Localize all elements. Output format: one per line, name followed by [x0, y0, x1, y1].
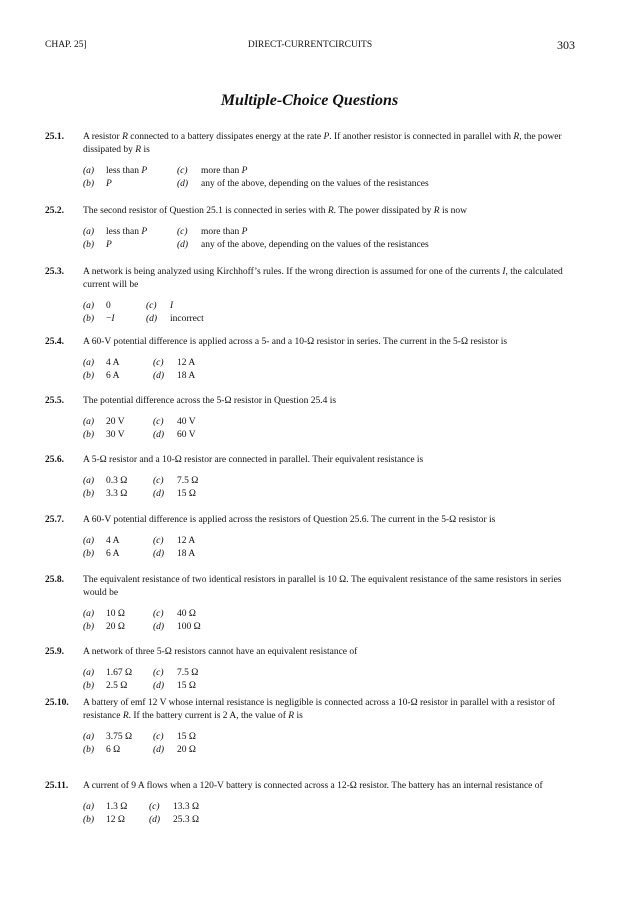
option-text: 4 A — [106, 536, 120, 546]
option-text: more than P — [201, 166, 248, 176]
option-text: I — [170, 301, 174, 311]
option-letter: (b) — [83, 430, 95, 440]
question-text: The potential difference across the 5-Ω resistor in Question 25.4 is — [83, 396, 337, 406]
option-text: 1.3 Ω — [106, 802, 128, 812]
option-text: 15 Ω — [177, 489, 196, 499]
option-row — [83, 357, 619, 370]
option-text: 13.3 Ω — [173, 802, 200, 812]
question-text: A 5-Ω resistor and a 10-Ω resistor are connected in parallel. Their equivalent resistance is — [83, 455, 424, 465]
question-number: 25.9. — [45, 647, 64, 657]
question-text: A network of three 5-Ω resistors cannot have an equivalent resistance of — [83, 647, 358, 657]
answer-options — [83, 608, 619, 634]
question-number: 25.5. — [45, 396, 64, 406]
question — [0, 574, 619, 634]
option-row — [83, 239, 619, 252]
option-letter: (a) — [83, 358, 95, 368]
option-text: 12 A — [177, 358, 196, 368]
option-letter: (d) — [177, 240, 189, 250]
question-number: 25.2. — [45, 206, 64, 216]
option-letter: (b) — [83, 549, 95, 559]
option-letter: (a) — [83, 227, 95, 237]
option-text: any of the above, depending on the values of the resistances — [201, 179, 429, 189]
option-text: 100 Ω — [177, 622, 201, 632]
question — [0, 646, 619, 693]
option-text: 40 V — [177, 417, 196, 427]
question — [0, 780, 619, 827]
option-letter: (b) — [83, 489, 95, 499]
question-number: 25.1. — [45, 132, 64, 142]
question-number: 25.11. — [45, 781, 69, 791]
option-text: 6 Ω — [106, 745, 121, 755]
option-letter: (b) — [83, 745, 95, 755]
option-letter: (c) — [177, 227, 188, 237]
option-letter: (a) — [83, 417, 95, 427]
option-text: 15 Ω — [177, 681, 196, 691]
option-text: 30 V — [106, 430, 125, 440]
option-text: 20 Ω — [106, 622, 125, 632]
option-text: 3.3 Ω — [106, 489, 128, 499]
option-row — [83, 667, 619, 680]
option-letter: (a) — [83, 301, 95, 311]
option-letter: (d) — [149, 815, 161, 825]
option-row — [83, 429, 619, 442]
option-letter: (a) — [83, 609, 95, 619]
question-text: A 60-V potential difference is applied across the resistors of Question 25.6. The current in the 5-Ω resistor is — [83, 515, 496, 525]
option-text: less than P — [106, 227, 148, 237]
question — [0, 266, 619, 326]
question-number: 25.6. — [45, 455, 64, 465]
option-text: −I — [106, 314, 115, 324]
option-letter: (c) — [149, 802, 160, 812]
answer-options — [83, 300, 619, 326]
answer-options — [83, 667, 619, 693]
option-text: 0 — [106, 301, 111, 311]
option-row — [83, 548, 619, 561]
option-letter: (d) — [153, 681, 165, 691]
answer-options — [83, 226, 619, 252]
option-letter: (d) — [153, 622, 165, 632]
option-letter: (a) — [83, 536, 95, 546]
option-letter: (a) — [83, 166, 95, 176]
option-text: 18 A — [177, 371, 196, 381]
question-text: A resistor R connected to a battery dissipates energy at the rate P. If another resistor is connected in parallel with R, the power dissipated by R is — [83, 132, 562, 155]
option-letter: (b) — [83, 681, 95, 691]
option-row — [83, 744, 619, 757]
option-row — [83, 370, 619, 383]
option-text: 20 Ω — [177, 745, 196, 755]
option-text: less than P — [106, 166, 148, 176]
option-row — [83, 621, 619, 634]
running-header — [45, 40, 575, 56]
answer-options — [83, 801, 619, 827]
question-number: 25.4. — [45, 337, 64, 347]
page-title: Multiple-Choice Questions — [220, 92, 399, 109]
option-row — [83, 801, 619, 814]
question-number: 25.8. — [45, 575, 64, 585]
option-letter: (a) — [83, 802, 95, 812]
option-letter: (c) — [177, 166, 188, 176]
option-letter: (a) — [83, 668, 95, 678]
option-text: any of the above, depending on the values of the resistances — [201, 240, 429, 250]
option-letter: (c) — [153, 476, 164, 486]
option-letter: (b) — [83, 815, 95, 825]
question — [0, 454, 619, 501]
option-row — [83, 178, 619, 191]
option-text: 40 Ω — [177, 609, 196, 619]
option-letter: (d) — [153, 371, 165, 381]
answer-options — [83, 731, 619, 757]
option-text: 6 A — [106, 549, 120, 559]
option-letter: (c) — [153, 358, 164, 368]
option-letter: (c) — [153, 668, 164, 678]
option-text: 1.67 Ω — [106, 668, 133, 678]
option-row — [83, 416, 619, 429]
option-text: 20 V — [106, 417, 125, 427]
option-text: 25.3 Ω — [173, 815, 200, 825]
option-row — [83, 608, 619, 621]
option-row — [83, 814, 619, 827]
option-letter: (c) — [153, 732, 164, 742]
question — [0, 336, 619, 383]
option-letter: (a) — [83, 476, 95, 486]
option-row — [83, 488, 619, 501]
option-letter: (d) — [177, 179, 189, 189]
option-letter: (b) — [83, 179, 95, 189]
option-letter: (c) — [146, 301, 157, 311]
option-letter: (b) — [83, 371, 95, 381]
option-row — [83, 535, 619, 548]
question-number: 25.3. — [45, 267, 64, 277]
question-text: The equivalent resistance of two identical resistors in parallel is 10 Ω. The equivalent resistance of the same resistors in series would be — [83, 575, 562, 598]
option-text: 4 A — [106, 358, 120, 368]
option-text: 7.5 Ω — [177, 476, 199, 486]
option-row — [83, 680, 619, 693]
question-text: A battery of emf 12 V whose internal resistance is negligible is connected across a 10-Ω resistor in parallel with a resistor of resistance R. If the battery current is 2 A, the value of R is — [83, 698, 556, 721]
option-text: 6 A — [106, 371, 120, 381]
option-row — [83, 165, 619, 178]
option-letter: (c) — [153, 536, 164, 546]
option-text: 7.5 Ω — [177, 668, 199, 678]
answer-options — [83, 475, 619, 501]
answer-options — [83, 357, 619, 383]
option-text: 15 Ω — [177, 732, 196, 742]
option-text: P — [106, 240, 112, 250]
option-letter: (d) — [153, 549, 165, 559]
question — [0, 205, 619, 252]
option-letter: (c) — [153, 609, 164, 619]
option-text: 12 A — [177, 536, 196, 546]
option-text: 12 Ω — [106, 815, 125, 825]
question-text: A current of 9 A flows when a 120-V battery is connected across a 12-Ω resistor. The battery has an internal resistance of — [83, 781, 543, 791]
option-row — [83, 313, 619, 326]
option-letter: (b) — [83, 314, 95, 324]
option-letter: (d) — [146, 314, 158, 324]
question-number: 25.7. — [45, 515, 64, 525]
question — [0, 697, 619, 757]
option-row — [83, 731, 619, 744]
option-text: 10 Ω — [106, 609, 125, 619]
option-letter: (c) — [153, 417, 164, 427]
option-text: incorrect — [170, 314, 204, 324]
option-text: 3.75 Ω — [106, 732, 133, 742]
section-title: DIRECT-CURRENTCIRCUITS — [247, 40, 373, 50]
answer-options — [83, 416, 619, 442]
chapter-label: CHAP. 25] — [45, 40, 87, 50]
option-text: 0.3 Ω — [106, 476, 128, 486]
answer-options — [83, 535, 619, 561]
page-number: 303 — [557, 38, 575, 52]
option-letter: (b) — [83, 240, 95, 250]
option-row — [83, 226, 619, 239]
question — [0, 131, 619, 191]
question-text: A 60-V potential difference is applied across a 5- and a 10-Ω resistor in series. The current in the 5-Ω resistor is — [83, 337, 508, 347]
answer-options — [83, 165, 619, 191]
question — [0, 395, 619, 442]
option-text: 60 V — [177, 430, 196, 440]
question-text: A network is being analyzed using Kirchhoff’s rules. If the wrong direction is assumed for one of the currents I, the calculated current will be — [83, 267, 563, 290]
option-row — [83, 475, 619, 488]
option-row — [83, 300, 619, 313]
option-text: 2.5 Ω — [106, 681, 128, 691]
question-text: The second resistor of Question 25.1 is connected in series with R. The power dissipated by R is now — [83, 206, 468, 216]
question-number: 25.10. — [45, 698, 69, 708]
option-letter: (d) — [153, 430, 165, 440]
option-letter: (d) — [153, 489, 165, 499]
option-text: P — [106, 179, 112, 189]
option-letter: (d) — [153, 745, 165, 755]
option-text: 18 A — [177, 549, 196, 559]
option-letter: (b) — [83, 622, 95, 632]
option-text: more than P — [201, 227, 248, 237]
question — [0, 514, 619, 561]
option-letter: (a) — [83, 732, 95, 742]
